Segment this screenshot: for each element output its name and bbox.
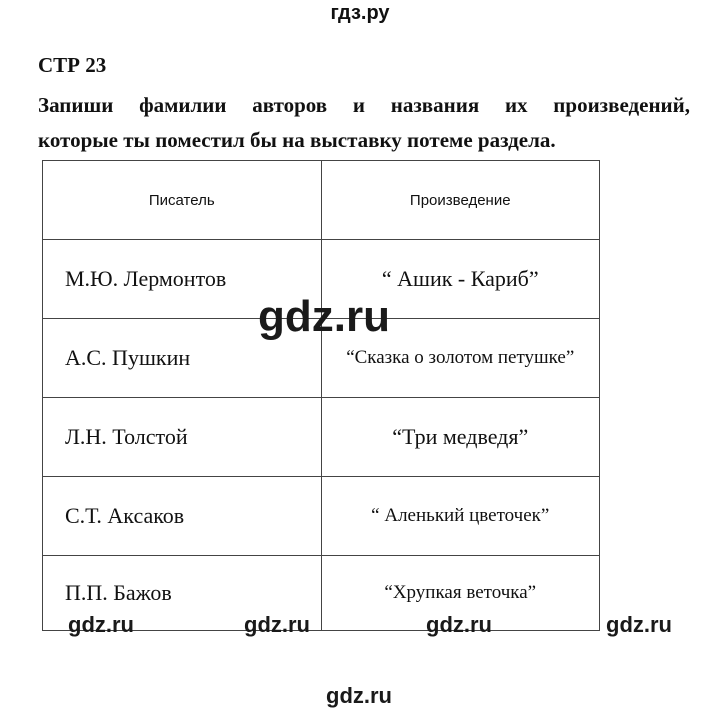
table-header-row xyxy=(43,161,600,240)
watermark-center: gdz.ru xyxy=(258,292,390,341)
work-cell: “Сказка о золотом петушке” xyxy=(321,319,600,398)
author-cell: С.Т. Аксаков xyxy=(43,477,322,556)
author-cell: М.Ю. Лермонтов xyxy=(43,240,322,319)
watermark-bottom-5: gdz.ru xyxy=(326,683,392,708)
watermark-bottom-2: gdz.ru xyxy=(244,612,310,637)
table-row xyxy=(43,398,600,477)
watermark-bottom-4: gdz.ru xyxy=(606,612,672,637)
task-text xyxy=(38,88,690,158)
watermark-bottom-1: gdz.ru xyxy=(68,612,134,637)
table-row xyxy=(43,477,600,556)
author-cell: П.П. Бажов xyxy=(43,556,322,631)
site-header: гдз.ру xyxy=(330,2,390,24)
page-label: СТР 23 xyxy=(38,53,107,77)
header-writer: Писатель xyxy=(43,161,322,240)
task-line-2: которые ты поместил бы на выставку потеме раздела. xyxy=(38,128,556,152)
author-cell: А.С. Пушкин xyxy=(43,319,322,398)
work-cell: “Хрупкая веточка” xyxy=(321,556,600,631)
task-line-1: Запиши фамилии авторов и названия их произведений, xyxy=(38,93,690,117)
work-cell: “Три медведя” xyxy=(321,398,600,477)
work-cell: “ Ашик - Кариб” xyxy=(321,240,600,319)
work-cell: “ Аленький цветочек” xyxy=(321,477,600,556)
author-cell: Л.Н. Толстой xyxy=(43,398,322,477)
watermark-bottom-3: gdz.ru xyxy=(426,612,492,637)
authors-works-table xyxy=(42,160,600,631)
header-work: Произведение xyxy=(321,161,600,240)
